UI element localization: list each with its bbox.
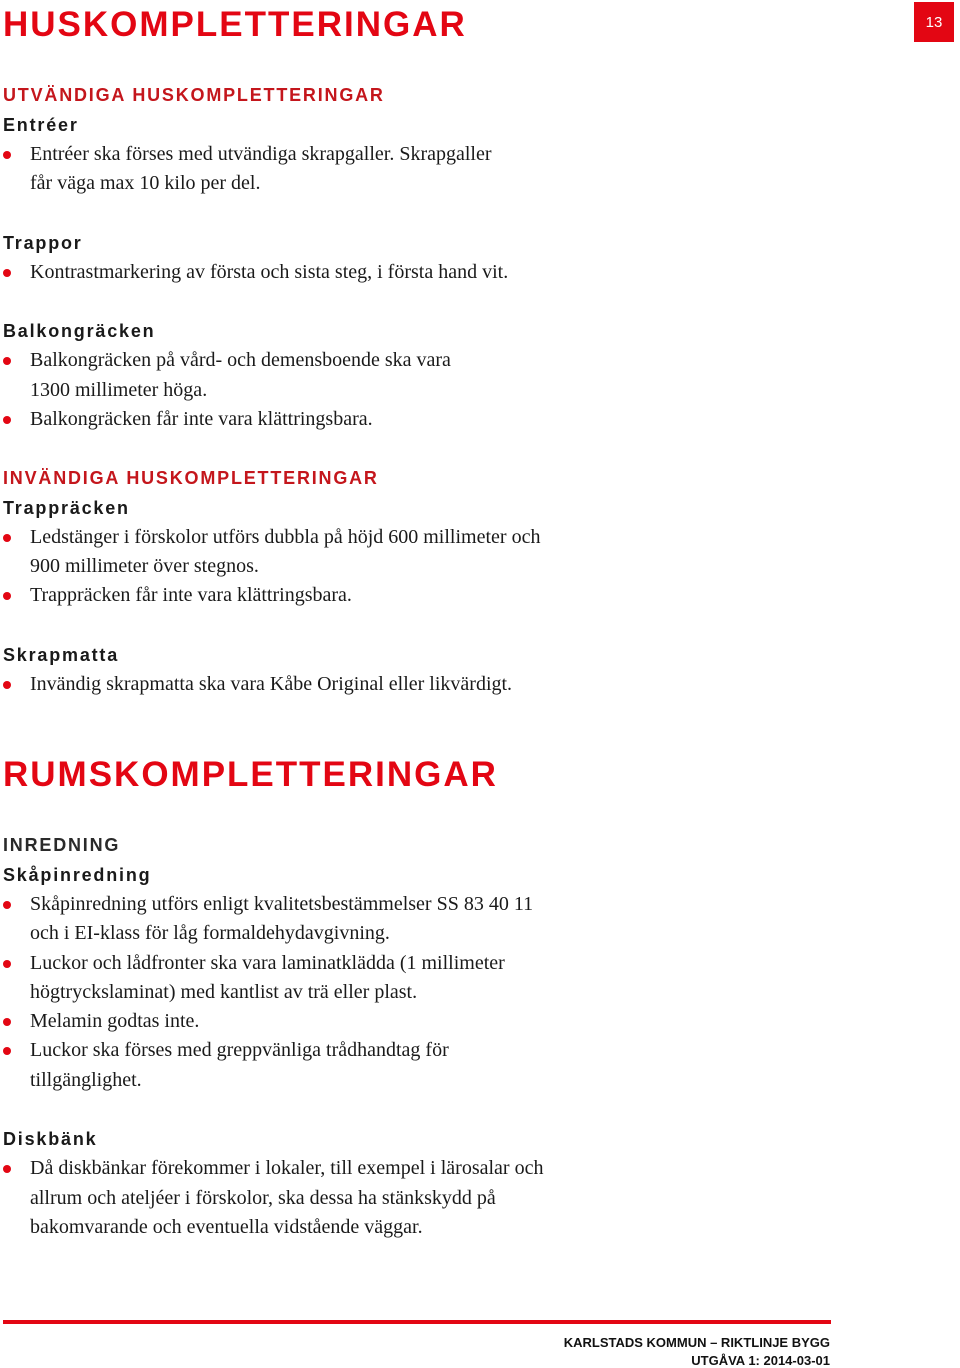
section-rumskompletteringar bbox=[3, 831, 603, 1242]
list-item: Då diskbänkar förekommer i lokaler, till exempel i lärosalar och allrum och ateljéer i förskolor, ska dessa ha stänkskydd på bakomvarande och eventuella vidstående väggar. bbox=[3, 1154, 555, 1242]
bullet-icon bbox=[3, 960, 11, 968]
label-skrapmatta: Skrapmatta bbox=[3, 644, 120, 665]
list-item: Melamin godtas inte. bbox=[3, 1007, 551, 1036]
page-number-badge: 13 bbox=[914, 2, 954, 42]
bullet-icon bbox=[3, 901, 11, 909]
list-balkongracken bbox=[3, 346, 493, 434]
label-entreer: Entréer bbox=[3, 115, 79, 135]
heading-inredning: INREDNING bbox=[3, 835, 121, 855]
list-item: Balkongräcken på vård- och demensboende ska vara 1300 millimeter höga. bbox=[3, 346, 493, 405]
list-entreer bbox=[3, 140, 513, 199]
list-item: Balkongräcken får inte vara klättringsbara. bbox=[3, 405, 493, 434]
list-item: Kontrastmarkering av första och sista steg, i första hand vit. bbox=[3, 258, 603, 287]
bullet-icon bbox=[3, 592, 11, 600]
bullet-icon bbox=[3, 534, 11, 542]
footer-organization: KARLSTADS KOMMUN – RIKTLINJE BYGG bbox=[563, 1335, 830, 1350]
page-title-rumskompletteringar: RUMSKOMPLETTERINGAR bbox=[3, 755, 498, 794]
bullet-icon bbox=[3, 416, 11, 424]
bullet-icon bbox=[3, 1047, 11, 1055]
label-skapinredning: Skåpinredning bbox=[3, 865, 152, 885]
list-trappor bbox=[3, 258, 603, 287]
list-item: Trappräcken får inte vara klättringsbara. bbox=[3, 581, 551, 610]
list-skapinredning bbox=[3, 890, 551, 1095]
bullet-icon bbox=[3, 1165, 11, 1173]
heading-invandiga: INVÄNDIGA HUSKOMPLETTERINGAR bbox=[3, 467, 379, 488]
bullet-icon bbox=[3, 357, 11, 365]
list-item: Skåpinredning utförs enligt kvalitetsbestämmelser SS 83 40 11 och i EI-klass för låg formaldehydavgivning. bbox=[3, 890, 551, 949]
list-item: Luckor och lådfronter ska vara laminatklädda (1 millimeter högtryckslaminat) med kantlist av trä eller plast. bbox=[3, 949, 551, 1008]
list-diskbank bbox=[3, 1154, 555, 1242]
bullet-icon bbox=[3, 1018, 11, 1026]
list-item: Entréer ska förses med utvändiga skrapgaller. Skrapgaller får väga max 10 kilo per del. bbox=[3, 140, 513, 199]
footer-divider bbox=[3, 1320, 831, 1324]
heading-utvandiga: UTVÄNDIGA HUSKOMPLETTERINGAR bbox=[3, 85, 385, 105]
page-title-huskompletteringar: HUSKOMPLETTERINGAR bbox=[3, 5, 467, 44]
list-item: Ledstänger i förskolor utförs dubbla på höjd 600 millimeter och 900 millimeter över stegnos. bbox=[3, 523, 551, 582]
footer-edition: UTGÅVA 1: 2014-03-01 bbox=[691, 1353, 830, 1368]
label-balkongracken: Balkongräcken bbox=[3, 321, 156, 342]
label-diskbank: Diskbänk bbox=[3, 1129, 98, 1150]
label-trappor: Trappor bbox=[3, 232, 83, 253]
bullet-icon bbox=[3, 151, 11, 159]
label-trappracken: Trappräcken bbox=[3, 497, 130, 518]
bullet-icon bbox=[3, 681, 11, 689]
section-huskompletteringar bbox=[3, 81, 603, 699]
list-skrapmatta bbox=[3, 670, 583, 699]
list-item: Invändig skrapmatta ska vara Kåbe Original eller likvärdigt. bbox=[3, 670, 583, 699]
list-trappracken bbox=[3, 523, 551, 611]
bullet-icon bbox=[3, 269, 11, 277]
list-item: Luckor ska förses med greppvänliga trådhandtag för tillgänglighet. bbox=[3, 1036, 551, 1095]
